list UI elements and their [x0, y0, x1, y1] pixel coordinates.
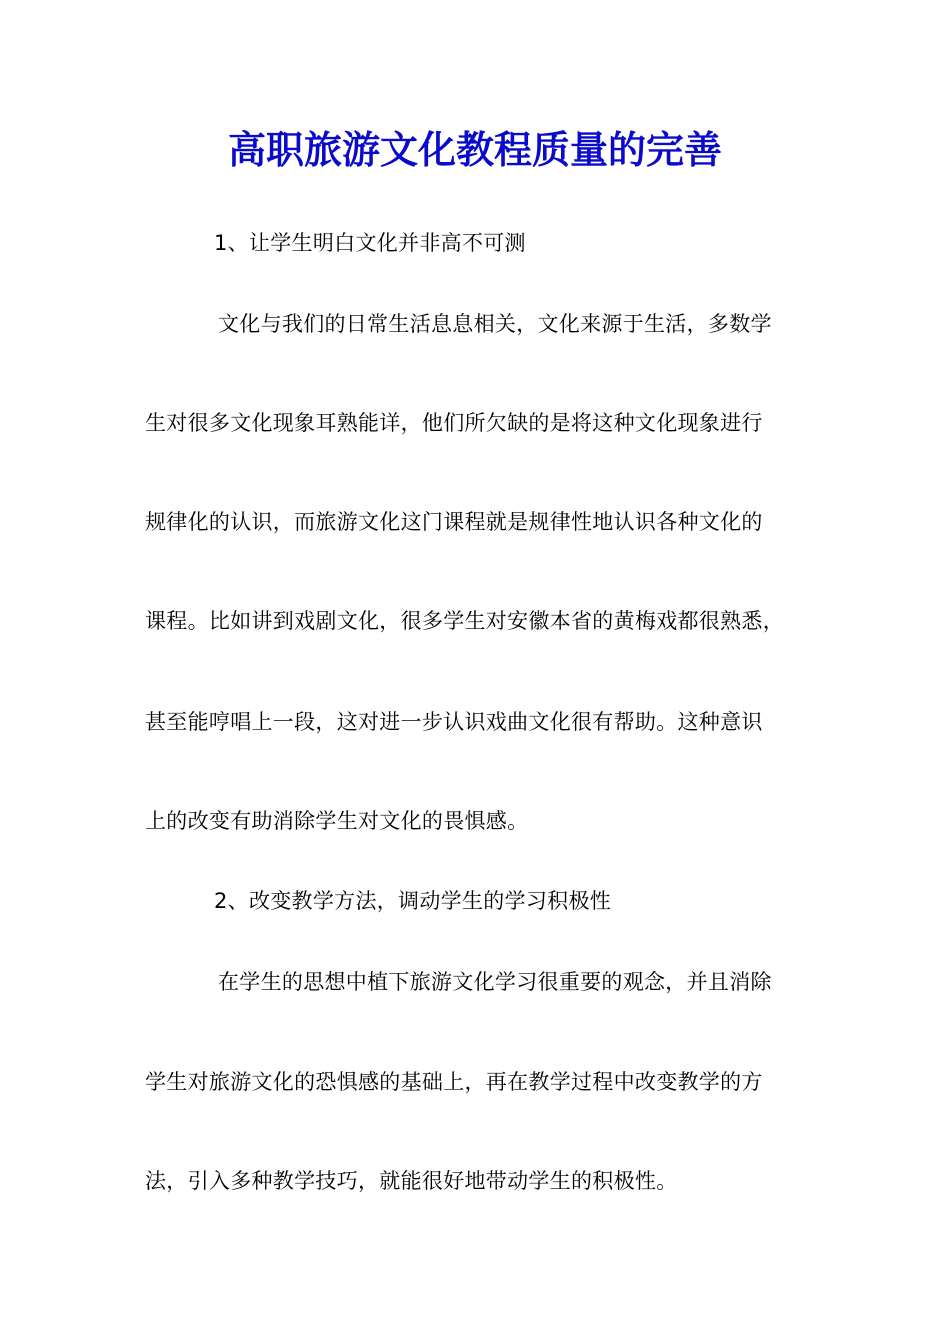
section-1-line-3: 规律化的认识，而旅游文化这门课程就是规律性地认识各种文化的 [145, 510, 763, 534]
section-1-line-4: 课程。比如讲到戏剧文化，很多学生对安徽本省的黄梅戏都很熟悉， [145, 609, 784, 633]
section-1-line-5: 甚至能哼唱上一段，这对进一步认识戏曲文化很有帮助。这种意识 [145, 710, 763, 734]
document-title: 高职旅游文化教程质量的完善 [227, 127, 722, 172]
section-1-heading: 1、让学生明白文化并非高不可测 [214, 231, 526, 255]
section-1-line-2: 生对很多文化现象耳熟能详，他们所欠缺的是将这种文化现象进行 [145, 411, 763, 435]
section-2-line-3: 法，引入多种教学技巧，就能很好地带动学生的积极性。 [145, 1169, 678, 1193]
section-2-heading: 2、改变教学方法，调动学生的学习积极性 [214, 889, 612, 913]
section-2-line-2: 学生对旅游文化的恐惧感的基础上，再在教学过程中改变教学的方 [145, 1070, 763, 1094]
section-1-line-6: 上的改变有助消除学生对文化的畏惧感。 [145, 809, 529, 833]
section-1-line-1: 文化与我们的日常生活息息相关，文化来源于生活，多数学 [218, 312, 772, 336]
section-2-line-1: 在学生的思想中植下旅游文化学习很重要的观念，并且消除 [218, 970, 772, 994]
